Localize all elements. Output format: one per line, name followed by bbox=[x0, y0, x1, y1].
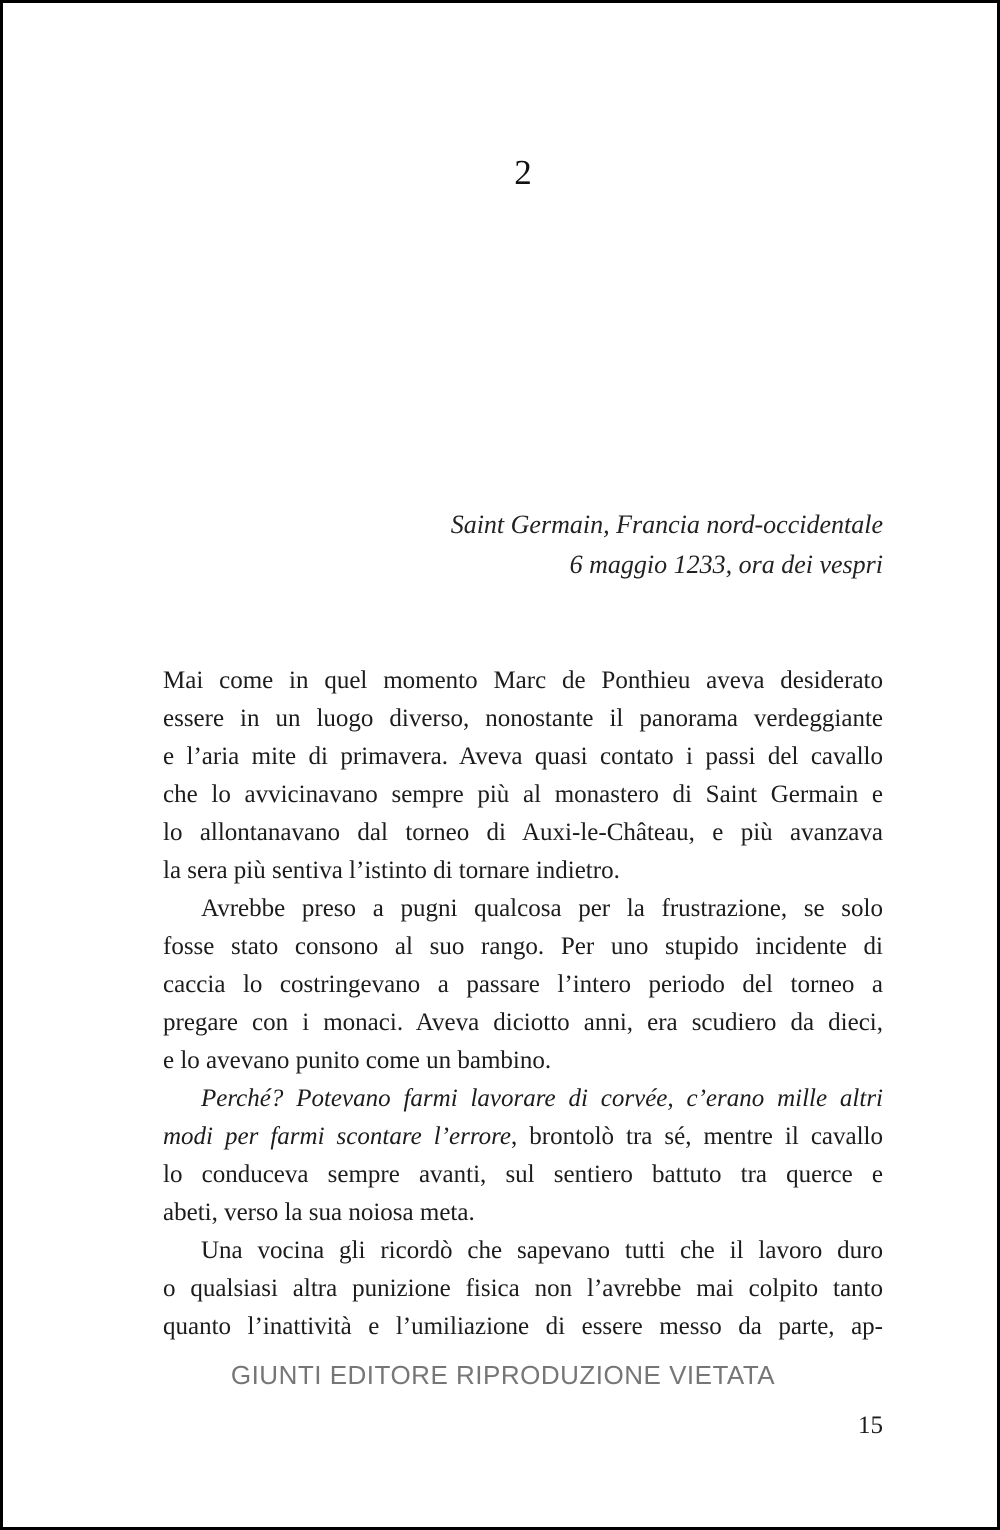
text-line bbox=[163, 1042, 883, 1080]
publisher-watermark: GIUNTI EDITORE RIPRODUZIONE VIETATA bbox=[230, 1360, 776, 1390]
text-line bbox=[163, 700, 883, 738]
dateline-location: Saint Germain, Francia nord-occidentale bbox=[450, 510, 883, 539]
text-line bbox=[163, 966, 883, 1004]
text-line bbox=[163, 814, 883, 852]
text-line bbox=[163, 1232, 883, 1270]
italic-text-segment: Perché? Potevano farmi lavorare di corvée, c’erano mille altri bbox=[201, 1085, 883, 1112]
text-segment: pregare con i monaci. Aveva diciotto anni, era scudiero da dieci, bbox=[163, 1009, 883, 1036]
text-line bbox=[163, 1156, 883, 1194]
dateline-date: 6 maggio 1233, ora dei vespri bbox=[569, 550, 883, 579]
text-segment: la sera più sentiva l’istinto di tornare indietro. bbox=[163, 857, 620, 884]
text-line bbox=[163, 1270, 883, 1308]
chapter-number: 2 bbox=[514, 153, 532, 192]
text-line bbox=[163, 1194, 883, 1232]
text-segment: Mai come in quel momento Marc de Ponthieu aveva desiderato bbox=[163, 667, 883, 694]
text-line bbox=[163, 1308, 883, 1346]
page-number: 15 bbox=[858, 1412, 883, 1439]
text-line bbox=[163, 928, 883, 966]
paragraph bbox=[163, 1080, 883, 1232]
text-segment: , brontolò tra sé, mentre il cavallo bbox=[511, 1123, 883, 1150]
text-segment: e lo avevano punito come un bambino. bbox=[163, 1047, 552, 1074]
text-segment: essere in un luogo diverso, nonostante il panorama verdeggiante bbox=[163, 705, 883, 732]
text-segment: abeti, verso la sua noiosa meta. bbox=[163, 1199, 475, 1226]
body-text bbox=[163, 662, 883, 1346]
text-segment: Avrebbe preso a pugni qualcosa per la frustrazione, se solo bbox=[201, 895, 883, 922]
paragraph bbox=[163, 1232, 883, 1346]
text-line bbox=[163, 1080, 883, 1118]
text-segment: Una vocina gli ricordò che sapevano tutti che il lavoro duro bbox=[201, 1237, 883, 1264]
text-line bbox=[163, 776, 883, 814]
text-segment: quanto l’inattività e l’umiliazione di essere messo da parte, ap- bbox=[163, 1313, 883, 1340]
text-line bbox=[163, 738, 883, 776]
text-line bbox=[163, 852, 883, 890]
text-segment: fosse stato consono al suo rango. Per uno stupido incidente di bbox=[163, 933, 883, 960]
text-line bbox=[163, 890, 883, 928]
text-line bbox=[163, 662, 883, 700]
text-segment: caccia lo costringevano a passare l’intero periodo del torneo a bbox=[163, 971, 883, 998]
italic-text-segment: modi per farmi scontare l’errore bbox=[163, 1123, 512, 1150]
text-line bbox=[163, 1118, 883, 1156]
text-segment: che lo avvicinavano sempre più al monastero di Saint Germain e bbox=[163, 781, 883, 808]
text-segment: o qualsiasi altra punizione fisica non l’avrebbe mai colpito tanto bbox=[163, 1275, 883, 1302]
text-segment: lo allontanavano dal torneo di Auxi-le-Château, e più avanzava bbox=[163, 819, 883, 846]
paragraph bbox=[163, 890, 883, 1080]
dateline bbox=[163, 505, 883, 585]
text-line bbox=[163, 1004, 883, 1042]
text-segment: e l’aria mite di primavera. Aveva quasi contato i passi del cavallo bbox=[163, 743, 883, 770]
paragraph bbox=[163, 662, 883, 890]
text-segment: lo conduceva sempre avanti, sul sentiero battuto tra querce e bbox=[163, 1161, 883, 1188]
